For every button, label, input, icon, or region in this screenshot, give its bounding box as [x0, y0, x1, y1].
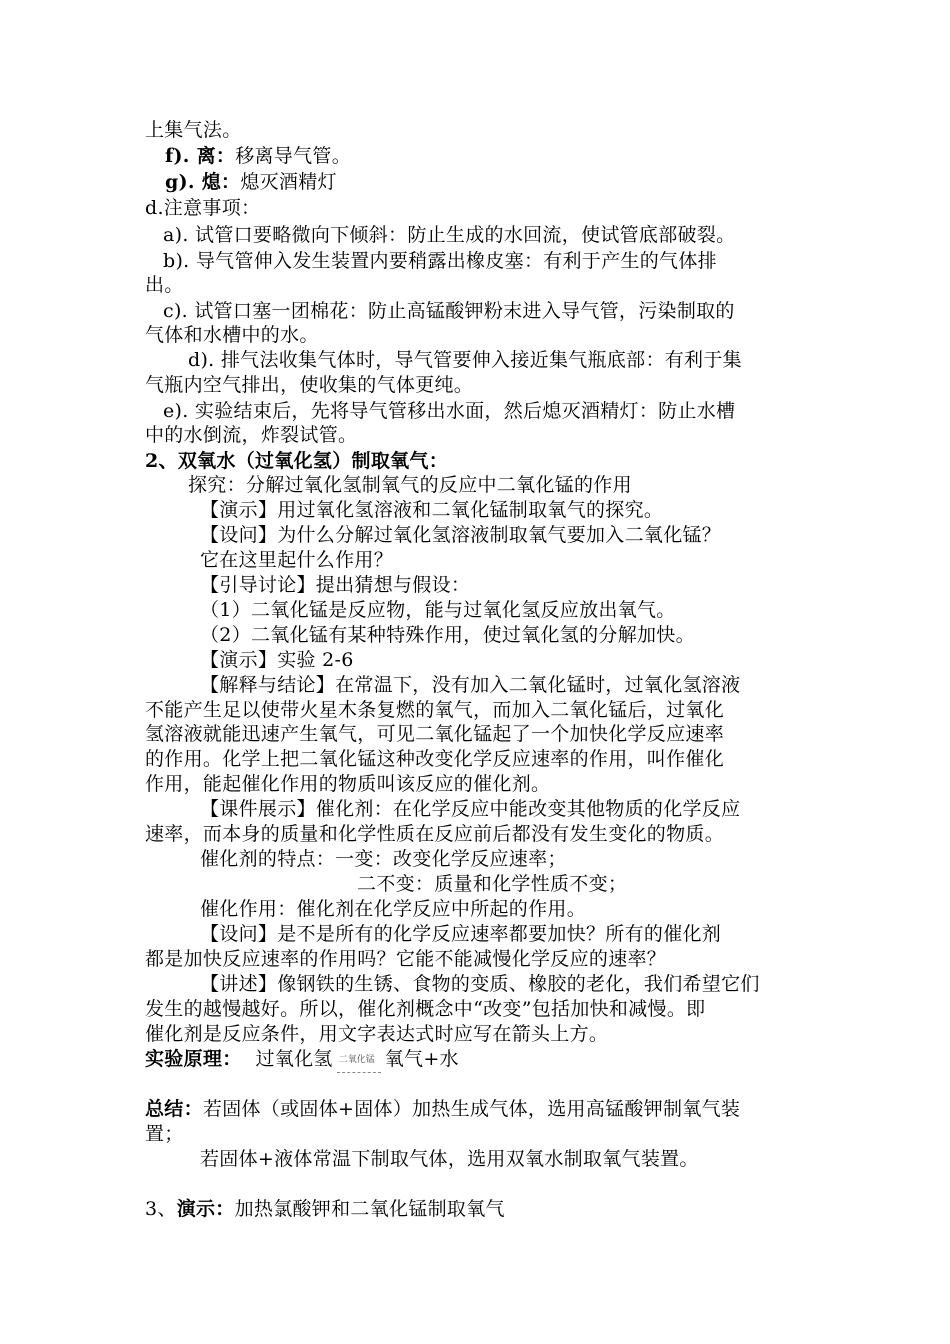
text-line: 速率，而本身的质量和化学性质在反应前后都没有发生变化的物质。	[145, 823, 725, 845]
text-line: 氢溶液就能迅速产生氧气，可见二氧化锰起了一个加快化学反应速率	[145, 723, 725, 745]
section-number: 3、	[145, 1198, 177, 1220]
text-line: b). 导气管伸入发生装置内要稍露出橡皮塞：有利于产生的气体排	[163, 250, 717, 272]
text-line: 置；	[145, 1123, 184, 1145]
text-line: 上集气法。	[145, 119, 242, 141]
text-line: 催化剂是反应条件，用文字表达式时应写在箭头上方。	[145, 1023, 609, 1045]
text-line: 【演示】用过氧化氢溶液和二氧化锰制取氧气的探究。	[200, 499, 664, 521]
demo-text: 加热氯酸钾和二氧化锰制取氧气	[234, 1198, 505, 1220]
text-line: 催化剂的特点：一变：改变化学反应速率；	[200, 848, 567, 870]
section-heading	[145, 1197, 505, 1221]
text-line: 出。	[145, 274, 184, 296]
text-line: e). 实验结束后，先将导气管移出水面，然后熄灭酒精灯：防止水槽	[163, 400, 736, 422]
section-heading: 2、双氧水（过氧化氢）制取氧气：	[145, 450, 449, 472]
text-line: 不能产生足以使带火星木条复燃的氧气，而加入二氧化锰后，过氧化	[145, 699, 725, 721]
text-line: 气瓶内空气排出，使收集的气体更纯。	[145, 374, 474, 396]
text-line: d). 排气法收集气体时，导气管要伸入接近集气瓶底部：有利于集	[188, 349, 742, 371]
text-line	[165, 170, 337, 194]
text-line: 若固体+液体常温下制取气体，选用双氧水制取氧气装置。	[200, 1148, 699, 1170]
text-line: 发生的越慢越好。所以，催化剂概念中“改变”包括加快和减慢。即	[145, 998, 706, 1020]
text-line: 都是加快反应速率的作用吗？它能不能减慢化学反应的速率？	[145, 948, 667, 970]
text-line: 作用，能起催化作用的物质叫该反应的催化剂。	[145, 773, 551, 795]
text-line: 的作用。化学上把二氧化锰这种改变化学反应速率的作用，叫作催化	[145, 748, 725, 770]
text-line: 催化作用：催化剂在化学反应中所起的作用。	[200, 898, 587, 920]
text-line: a). 试管口要略微向下倾斜：防止生成的水回流，使试管底部破裂。	[163, 224, 736, 246]
step-label: g). 熄：	[165, 171, 241, 193]
principle-label: 实验原理：	[145, 1048, 242, 1070]
summary-text: 若固体（或固体+固体）加热生成气体，选用高锰酸钾制氧气装	[202, 1098, 741, 1120]
text-line: 【设问】为什么分解过氧化氢溶液制取氧气要加入二氧化锰？	[200, 524, 722, 546]
text-line: （1）二氧化锰是反应物，能与过氧化氢反应放出氧气。	[200, 599, 676, 621]
step-label: f). 离：	[165, 145, 236, 167]
text-line: 【演示】实验 2-6	[200, 649, 354, 671]
text-line: 【引导讨论】提出猜想与假设：	[200, 574, 471, 596]
text-line: 【课件展示】催化剂：在化学反应中能改变其他物质的化学反应	[200, 798, 741, 820]
text-line: 二不变：质量和化学性质不变；	[357, 873, 628, 895]
text-line: 【讲述】像钢铁的生锈、食物的变质、橡胶的老化，我们希望它们	[200, 973, 760, 995]
text-line: d.注意事项：	[145, 197, 261, 219]
text-line	[145, 1097, 740, 1121]
demo-label: 演示：	[176, 1198, 235, 1220]
reactant: 过氧化氢	[255, 1048, 333, 1070]
catalyst-label: 二氧化锰	[338, 1055, 375, 1065]
step-text: 熄灭酒精灯	[240, 171, 337, 193]
text-line: 【解释与结论】在常温下，没有加入二氧化锰时，过氧化氢溶液	[200, 674, 741, 696]
arrow-line	[337, 1072, 381, 1073]
text-line	[165, 144, 351, 168]
text-line: c). 试管口塞一团棉花：防止高锰酸钾粉末进入导气管，污染制取的	[163, 300, 735, 322]
reaction-arrow	[335, 1047, 383, 1071]
text-line: 【设问】是不是所有的化学反应速率都要加快？所有的催化剂	[200, 923, 722, 945]
step-text: 移离导气管。	[235, 145, 352, 167]
text-line: （2）二氧化锰有某种特殊作用，使过氧化氢的分解加快。	[200, 624, 695, 646]
reaction-equation	[145, 1047, 459, 1071]
text-line: 气体和水槽中的水。	[145, 324, 319, 346]
text-line: 探究：分解过氧化氢制氧气的反应中二氧化锰的作用	[188, 474, 632, 496]
text-line: 中的水倒流，炸裂试管。	[145, 424, 358, 446]
summary-label: 总结：	[145, 1098, 203, 1120]
products: 氧气+水	[384, 1048, 459, 1070]
text-line: 它在这里起什么作用？	[200, 549, 394, 571]
